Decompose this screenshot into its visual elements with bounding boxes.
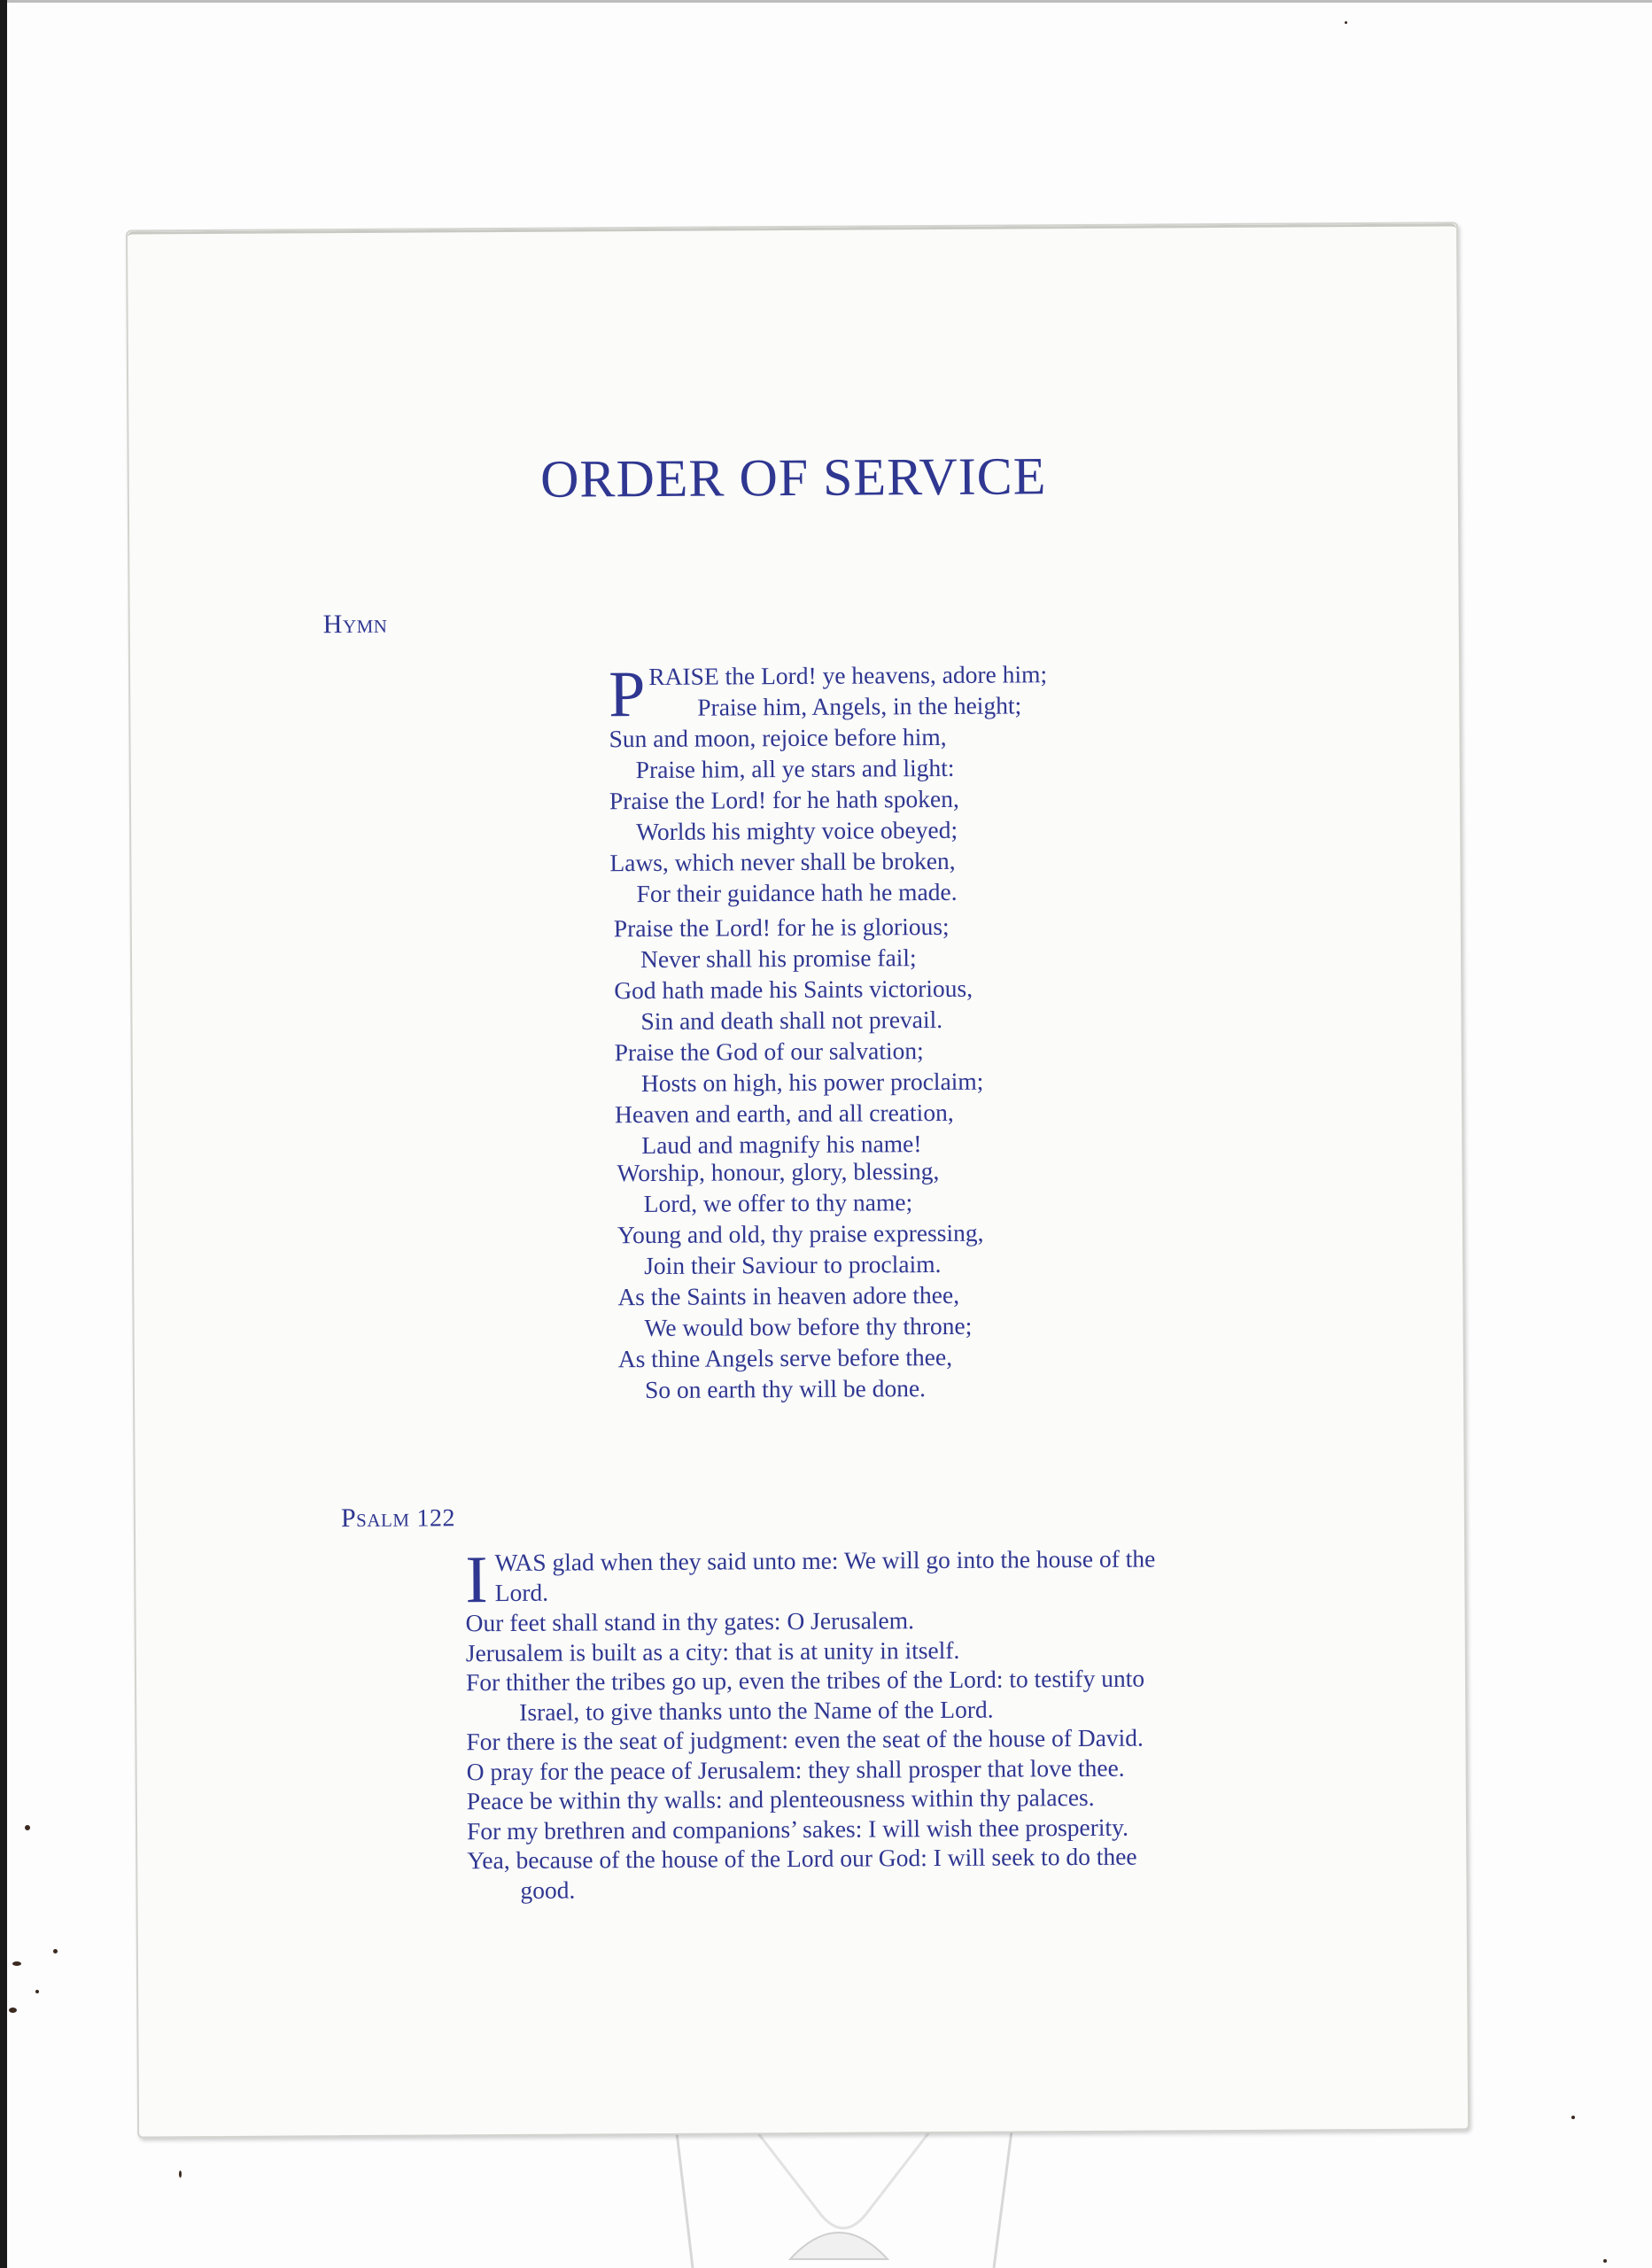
page-title: ORDER OF SERVICE: [539, 447, 1047, 509]
hymn-line: Heaven and earth, and all creation,: [615, 1098, 954, 1129]
psalm-verse: For thither the tribes go up, even the tribes of the Lord: to testify unto: [465, 1664, 1145, 1697]
dust-speck: [35, 1990, 39, 1993]
hymn-stanza-1: [608, 658, 1048, 909]
dust-speck: [9, 2008, 17, 2013]
hymn-line: As the Saints in heaven adore thee,: [617, 1280, 960, 1311]
hymn-line: Sin and death shall not prevail.: [640, 1005, 943, 1036]
dust-speck: [179, 2171, 182, 2178]
dust-speck: [1345, 21, 1347, 24]
dust-speck: [1603, 2259, 1607, 2263]
hymn-line: God hath made his Saints victorious,: [614, 974, 973, 1005]
dust-speck: [53, 1949, 58, 1953]
hymn-line: For their guidance hath he made.: [636, 877, 958, 908]
hymn-line: Praise the Lord! for he is glorious;: [613, 912, 950, 943]
hymn-line: RAISE the Lord! ye heavens, adore him;: [648, 660, 1048, 690]
psalm-verse: Yea, because of the house of the Lord our God: I will seek to do thee: [467, 1842, 1137, 1875]
scan-top-edge: [0, 0, 1652, 3]
hymn-stanza-2: [614, 911, 984, 1161]
display-stand: [666, 2117, 1020, 2268]
hymn-line: As thine Angels serve before thee,: [617, 1342, 953, 1373]
psalm-label: [341, 1503, 455, 1534]
psalm-verse-continuation: good.: [520, 1876, 576, 1904]
psalm-label-text: Psalm: [340, 1503, 410, 1534]
psalm-dropcap: I: [465, 1542, 488, 1618]
hymn-line: Join their Saviour to proclaim.: [644, 1249, 942, 1280]
hymn-line: Laud and magnify his name!: [641, 1130, 922, 1160]
hymn-label: Hymn: [322, 609, 388, 640]
scan-left-edge: [0, 0, 7, 2268]
psalm-verse-continuation: Israel, to give thanks unto the Name of the Lord.: [519, 1695, 994, 1726]
psalm-number: 122: [416, 1504, 456, 1533]
hymn-line: Praise the God of our salvation;: [614, 1037, 924, 1067]
psalm-text: [465, 1542, 1317, 1905]
dust-speck: [1571, 2116, 1575, 2119]
hymn-line: Lord, we offer to thy name;: [643, 1188, 913, 1218]
hymn-line: Worlds his mighty voice obeyed;: [636, 815, 958, 846]
hymn-line: Young and old, thy praise expressing,: [617, 1218, 984, 1249]
psalm-verse: Jerusalem is built as a city: that is at unity in itself.: [465, 1635, 960, 1666]
hymn-stanza-3: [617, 1155, 984, 1406]
hymn-line: Sun and moon, rejoice before him,: [609, 722, 947, 753]
psalm-verse: WAS glad when they said unto me: We will go into the house of the: [494, 1544, 1156, 1577]
hymn-line: Hosts on high, his power proclaim;: [640, 1067, 984, 1098]
psalm-verse: Our feet shall stand in thy gates: O Jerusalem.: [465, 1606, 915, 1637]
hymn-line: Never shall his promise fail;: [640, 944, 917, 974]
psalm-verse: For my brethren and companions’ sakes: I will wish thee prosperity.: [466, 1813, 1129, 1845]
psalm-verse-continuation: Lord.: [494, 1578, 549, 1606]
dust-speck: [25, 1825, 30, 1830]
hymn-line: Worship, honour, glory, blessing,: [617, 1157, 940, 1187]
hymn-line: So on earth thy will be done.: [644, 1374, 927, 1404]
dust-speck: [12, 1961, 21, 1966]
psalm-verse: For there is the seat of judgment: even the seat of the house of David.: [466, 1723, 1144, 1756]
psalm-verse: O pray for the peace of Jerusalem: they shall prosper that love thee.: [466, 1753, 1125, 1785]
hymn-line: Praise him, all ye stars and light:: [635, 753, 955, 784]
hymn-dropcap: P: [608, 658, 646, 732]
hymn-line: Laws, which never shall be broken,: [609, 846, 956, 877]
psalm-verse: Peace be within thy walls: and plenteousness within thy palaces.: [466, 1783, 1095, 1815]
hymn-line: We would bow before thy throne;: [644, 1311, 973, 1342]
order-of-service-page: [126, 221, 1470, 2138]
hymn-line: Praise the Lord! for he hath spoken,: [609, 784, 959, 815]
hymn-line: Praise him, Angels, in the height;: [697, 691, 1022, 721]
